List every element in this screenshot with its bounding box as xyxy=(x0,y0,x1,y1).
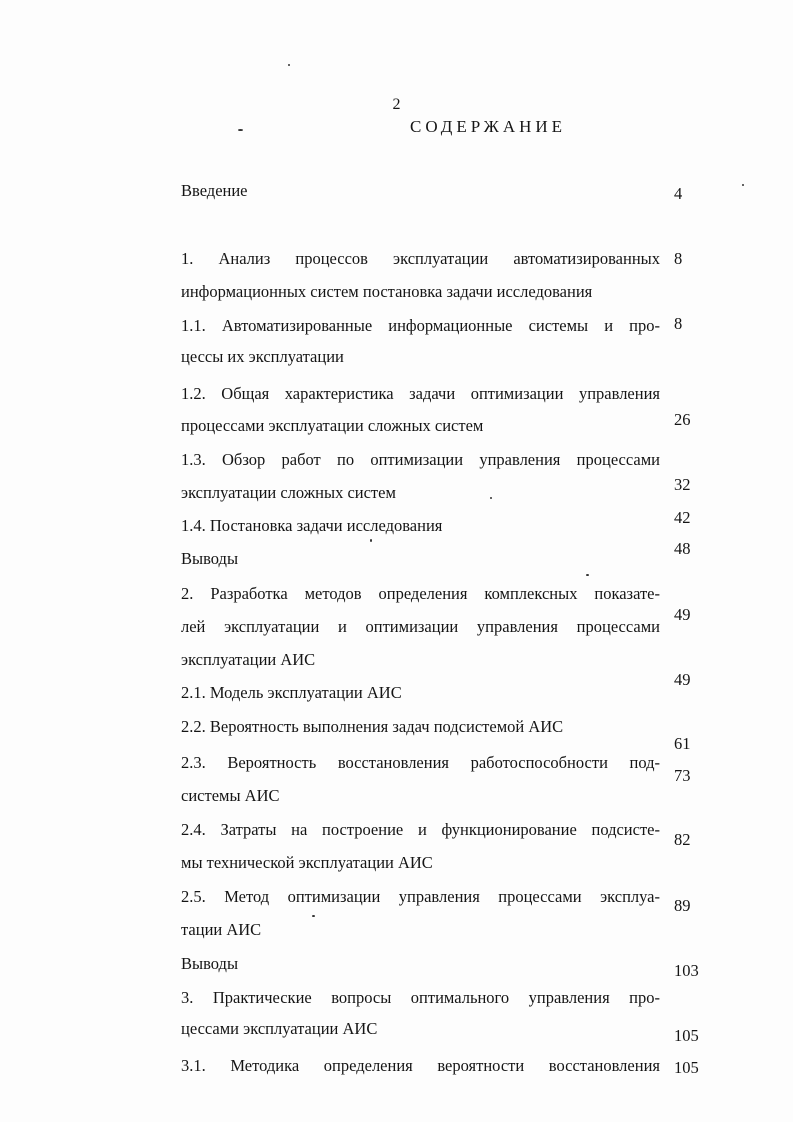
toc-page-ref: 48 xyxy=(674,539,691,558)
page-title: СОДЕРЖАНИЕ xyxy=(410,117,567,136)
toc-line: 3.1. Методика определения вероятности восстановления xyxy=(181,1056,660,1075)
toc-page-ref: 61 xyxy=(674,734,691,753)
toc-page-ref: 105 xyxy=(674,1026,699,1045)
toc-page-ref: 103 xyxy=(674,961,699,980)
toc-page-ref: 8 xyxy=(674,249,683,268)
toc-page-ref: 49 xyxy=(674,605,691,624)
scan-speck xyxy=(238,129,243,131)
scan-speck xyxy=(742,184,744,186)
toc-line: 2.2. Вероятность выполнения задач подсистемой АИС xyxy=(181,717,564,736)
toc-line: информационных систем постановка задачи исследования xyxy=(181,282,593,301)
toc-page-ref: 82 xyxy=(674,830,691,849)
page-number: 2 xyxy=(392,96,401,113)
toc-line: эксплуатации сложных систем xyxy=(181,483,396,502)
toc-line: 1.3. Обзор работ по оптимизации управления процессами xyxy=(181,450,660,469)
toc-line: 2.4. Затраты на построение и функционирование подсисте- xyxy=(181,820,660,839)
toc-line: тации АИС xyxy=(181,920,262,939)
toc-line: 2. Разработка методов определения комплексных показате- xyxy=(181,584,660,603)
toc-page-ref: 32 xyxy=(674,475,691,494)
toc-page-ref: 105 xyxy=(674,1058,699,1077)
toc-line: Выводы xyxy=(181,954,239,973)
scan-speck xyxy=(312,915,315,917)
toc-line: 1.2. Общая характеристика задачи оптимизации управления xyxy=(181,384,660,403)
toc-page-ref: 8 xyxy=(674,314,683,333)
scan-speck xyxy=(370,539,372,542)
scan-speck xyxy=(288,64,290,66)
toc-line: лей эксплуатации и оптимизации управления процессами xyxy=(181,617,660,636)
toc-line: Введение xyxy=(181,181,248,200)
toc-line: 2.3. Вероятность восстановления работоспособности под- xyxy=(181,753,660,772)
toc-line: 2.1. Модель эксплуатации АИС xyxy=(181,683,402,702)
toc-line: мы технической эксплуатации АИС xyxy=(181,853,433,872)
toc-line: 1.4. Постановка задачи исследования xyxy=(181,516,443,535)
scan-speck xyxy=(586,574,589,576)
toc-page-ref: 26 xyxy=(674,410,691,429)
toc-line: эксплуатации АИС xyxy=(181,650,316,669)
toc-line: 3. Практические вопросы оптимального управления про- xyxy=(181,988,660,1007)
toc-line: Выводы xyxy=(181,549,239,568)
toc-line: процессами эксплуатации сложных систем xyxy=(181,416,484,435)
toc-line: цессы их эксплуатации xyxy=(181,347,344,366)
toc-line: системы АИС xyxy=(181,786,280,805)
toc-page-ref: 4 xyxy=(674,184,683,203)
toc-page-ref: 73 xyxy=(674,766,691,785)
toc-line: 1. Анализ процессов эксплуатации автоматизированных xyxy=(181,249,660,268)
toc-page-ref: 49 xyxy=(674,670,691,689)
toc-page-ref: 42 xyxy=(674,508,691,527)
toc-line: 2.5. Метод оптимизации управления процессами эксплуа- xyxy=(181,887,660,906)
scan-speck xyxy=(490,497,492,499)
toc-line: 1.1. Автоматизированные информационные системы и про- xyxy=(181,316,660,335)
toc-page-ref: 89 xyxy=(674,896,691,915)
toc-line: цессами эксплуатации АИС xyxy=(181,1019,378,1038)
